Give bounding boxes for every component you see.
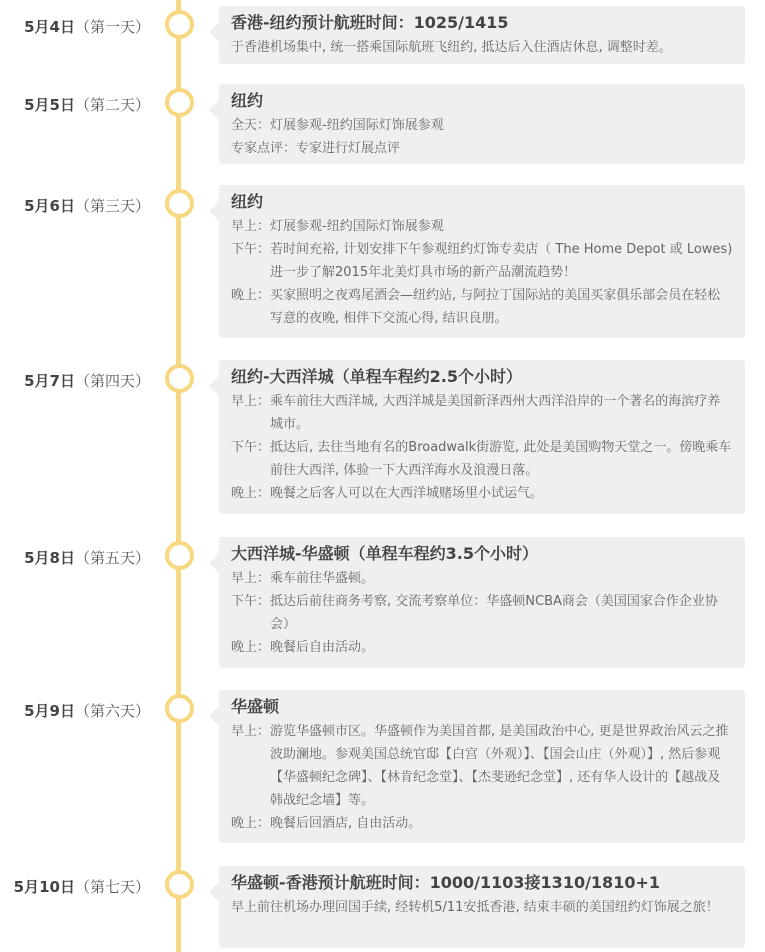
day-card [219, 185, 745, 338]
day-date: 5月5日 [24, 96, 75, 114]
day-card [219, 360, 745, 514]
schedule-text: 灯展参观-纽约国际灯饰展参观 [270, 219, 444, 234]
day-card [219, 866, 745, 948]
schedule-text: 抵达后前往商务考察, 交流考察单位：华盛顿NCBA商会（美国国家合作企业协会） [270, 594, 718, 632]
schedule-text: 专家进行灯展点评 [296, 141, 401, 156]
timeline-dot-icon [165, 10, 194, 39]
day-label [24, 195, 150, 216]
day-number: （第三天） [74, 197, 150, 215]
day-label [24, 16, 150, 37]
schedule-text: 乘车前往华盛顿。 [270, 571, 375, 586]
day-card [219, 537, 745, 668]
schedule-time-label: 下午： [231, 594, 271, 609]
day-title: 纽约 [231, 192, 264, 211]
schedule-time-label: 晚上： [231, 640, 271, 655]
schedule-text: 晚餐之后客人可以在大西洋城赌场里小试运气。 [270, 486, 544, 501]
schedule-line [231, 36, 733, 59]
day-number: （第二天） [74, 96, 150, 114]
day-title: 大西洋城-华盛顿（单程车程约3.5个小时） [231, 544, 538, 563]
schedule-text: 灯展参观-纽约国际灯饰展参观 [270, 118, 444, 133]
day-date: 5月9日 [24, 702, 75, 720]
schedule-line [231, 567, 733, 590]
day-date: 5月6日 [24, 197, 75, 215]
schedule-text: 晚餐后自由活动。 [270, 640, 375, 655]
schedule-line [231, 215, 733, 238]
schedule-line [231, 896, 733, 919]
timeline-dot-icon [165, 88, 194, 117]
schedule-line [231, 390, 733, 436]
day-label [24, 370, 150, 391]
day-number: （第五天） [74, 549, 150, 567]
schedule-line [231, 590, 733, 636]
schedule-text: 乘车前往大西洋城, 大西洋城是美国新泽西州大西洋沿岸的一个著名的海滨疗养城市。 [270, 394, 721, 432]
schedule-line [231, 812, 733, 835]
timeline-line [176, 0, 181, 952]
schedule-line [231, 114, 733, 137]
schedule-text: 于香港机场集中, 统一搭乘国际航班飞纽约, 抵达后入住酒店休息, 调整时差。 [231, 40, 672, 55]
schedule-line [231, 636, 733, 659]
timeline-dot-icon [165, 189, 194, 218]
day-title: 华盛顿 [231, 697, 280, 716]
schedule-line [231, 482, 733, 505]
day-label [14, 876, 150, 897]
schedule-line [231, 238, 733, 284]
day-label [24, 547, 150, 568]
schedule-text: 早上前往机场办理回国手续, 经转机5/11安抵香港, 结束丰硕的美国纽约灯饰展之旅！ [231, 900, 719, 915]
schedule-time-label: 全天： [231, 118, 271, 133]
schedule-time-label: 晚上： [231, 486, 271, 501]
schedule-time-label: 晚上： [231, 816, 271, 831]
timeline-dot-icon [165, 870, 194, 899]
schedule-time-label: 早上： [231, 219, 271, 234]
schedule-text: 晚餐后回酒店, 自由活动。 [270, 816, 422, 831]
schedule-time-label: 专家点评： [231, 141, 297, 156]
timeline-dot-icon [165, 694, 194, 723]
schedule-line [231, 436, 733, 482]
schedule-line [231, 284, 733, 330]
schedule-time-label: 早上： [231, 394, 271, 409]
day-title: 香港-纽约预计航班时间：1025/1415 [231, 13, 509, 32]
schedule-line [231, 137, 733, 160]
schedule-time-label: 晚上： [231, 288, 271, 303]
day-card [219, 690, 745, 843]
schedule-text: 抵达后, 去往当地有名的Broadwalk街游览, 此处是美国购物天堂之一。傍晚乘车前往大西洋, 体验一下大西洋海水及浪漫日落。 [270, 440, 732, 478]
schedule-text: 买家照明之夜鸡尾酒会—纽约站, 与阿拉丁国际站的美国买家俱乐部会员在轻松写意的夜晚, 相伴下交流心得, 结识良朋。 [270, 288, 721, 326]
schedule-time-label: 早上： [231, 724, 271, 739]
schedule-time-label: 早上： [231, 571, 271, 586]
day-title: 纽约 [231, 91, 264, 110]
schedule-time-label: 下午： [231, 440, 271, 455]
day-number: （第七天） [74, 878, 150, 896]
day-number: （第六天） [74, 702, 150, 720]
schedule-line [231, 720, 733, 812]
schedule-text: 游览华盛顿市区。华盛顿作为美国首都, 是美国政治中心, 更是世界政治风云之推波助澜地。参观美国总统官邸【白宫（外观）】、【国会山庄（外观）】, 然后参观【华盛顿纪念碑】、【林肯纪念堂】、【杰斐逊纪念堂】, 还有华人设计的【越战及韩战纪念墙】等。 [270, 724, 729, 808]
day-card [219, 84, 745, 164]
day-label [24, 94, 150, 115]
day-title: 纽约-大西洋城（单程车程约2.5个小时） [231, 367, 522, 386]
day-date: 5月8日 [24, 549, 75, 567]
day-date: 5月7日 [24, 372, 75, 390]
day-date: 5月10日 [13, 878, 75, 896]
day-number: （第四天） [74, 372, 150, 390]
day-date: 5月4日 [24, 18, 75, 36]
day-card [219, 6, 745, 64]
day-title: 华盛顿-香港预计航班时间：1000/1103接1310/1810+1 [231, 873, 660, 892]
timeline-dot-icon [165, 541, 194, 570]
day-label [24, 700, 150, 721]
schedule-text: 若时间充裕, 计划安排下午参观纽约灯饰专卖店（ The Home Depot 或 Lowes)进一步了解2015年北美灯具市场的新产品潮流趋势！ [270, 242, 733, 280]
day-number: （第一天） [74, 18, 150, 36]
schedule-time-label: 下午： [231, 242, 271, 257]
timeline-dot-icon [165, 364, 194, 393]
